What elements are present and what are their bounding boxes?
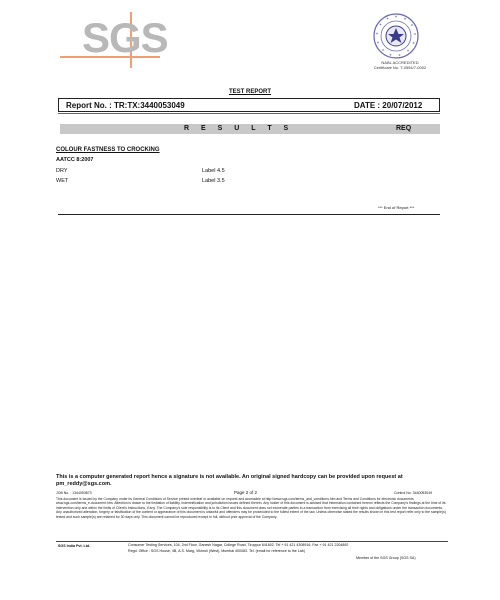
test-method: AATCC 8:2007: [56, 157, 94, 163]
footer-divider: [56, 541, 448, 542]
end-of-report-divider: [58, 214, 440, 215]
test-section-title: COLOUR FASTNESS TO CROCKING: [56, 147, 160, 153]
certificate-number: Certificate No. T-0594/7-0002: [373, 65, 427, 70]
control-number: Control No. 3440053049: [394, 491, 433, 495]
group-membership: Member of the SGS Group (SGS SA): [356, 556, 416, 560]
report-box-shadow: [58, 113, 440, 114]
results-heading: R E S U L T S: [184, 125, 294, 132]
result-row-label-dry: DRY: [56, 168, 68, 174]
result-row-label-wet: WET: [56, 178, 69, 184]
report-number: Report No. : TR:TX:3440053049: [66, 101, 185, 110]
computer-generated-note: This is a computer generated report hence a signature is not available. An original signed hardcopy can be provided upon request at pm_reddy@sgs.com.: [56, 474, 403, 487]
accreditation-label: NABL ACCREDITED: [381, 60, 419, 65]
requirement-heading: REQ: [396, 125, 412, 132]
company-address-line-1: Consumer Testing Services, 104, 2nd Floor, Ganesh Nagar, College Road, Tiruppur 641602. Tel + 91 421 4308916, Fax + 91 421 2204892: [128, 543, 349, 547]
result-row-value-wet: Label 3.5: [202, 178, 225, 184]
result-row-value-dry: Label 4.5: [202, 168, 225, 174]
test-report-title: TEST REPORT: [228, 89, 271, 95]
job-number: JOB No. : 1344053873: [56, 491, 92, 495]
accreditation-text: [360, 60, 440, 70]
page-number: Page 2 of 2: [234, 490, 258, 495]
accreditation-seal-icon: [372, 12, 420, 60]
company-address-line-2: Regd. Office : SGS House, 4B, A.S. Marg, Vikhroli (West), Mumbai 400083. Tel. (email for reference to the Lab): [128, 549, 305, 553]
sgs-logo: SGS: [82, 14, 168, 61]
report-date: DATE : 20/07/2012: [354, 101, 423, 110]
end-of-report-marker: *** End of Report ***: [378, 205, 415, 210]
company-name: SGS India Pvt. Ltd.: [58, 544, 91, 548]
legal-disclaimer: This document is issued by the Company under its General Conditions of Service printed overleaf or available on request and accessible at http://www.sgs.com/terms_and_conditions.htm and Terms and Conditions for electronic documents www.sgs.com/terms_e-document.htm. Attention is drawn to the limitation of liability, indemnification and jurisdiction issues defined therein. Any holder of this document is advised that information contained hereon reflects the Company's findings at the time of its intervention only and within the limits of Client's instructions, if any. The Company's sole responsibility is to its Client and this document does not exonerate parties to a transaction from exercising all their rights and obligations under the transaction documents. Any unauthorized alteration, forgery or falsification of the content or appearance of this document is unlawful and offenders may be prosecuted to the fullest extent of the law. Unless otherwise stated the results shown in this test report refer only to the sample(s) tested and such sample(s) are retained for 30 days only. This document cannot be reproduced except in full, without prior approval of the Company.: [56, 497, 446, 519]
